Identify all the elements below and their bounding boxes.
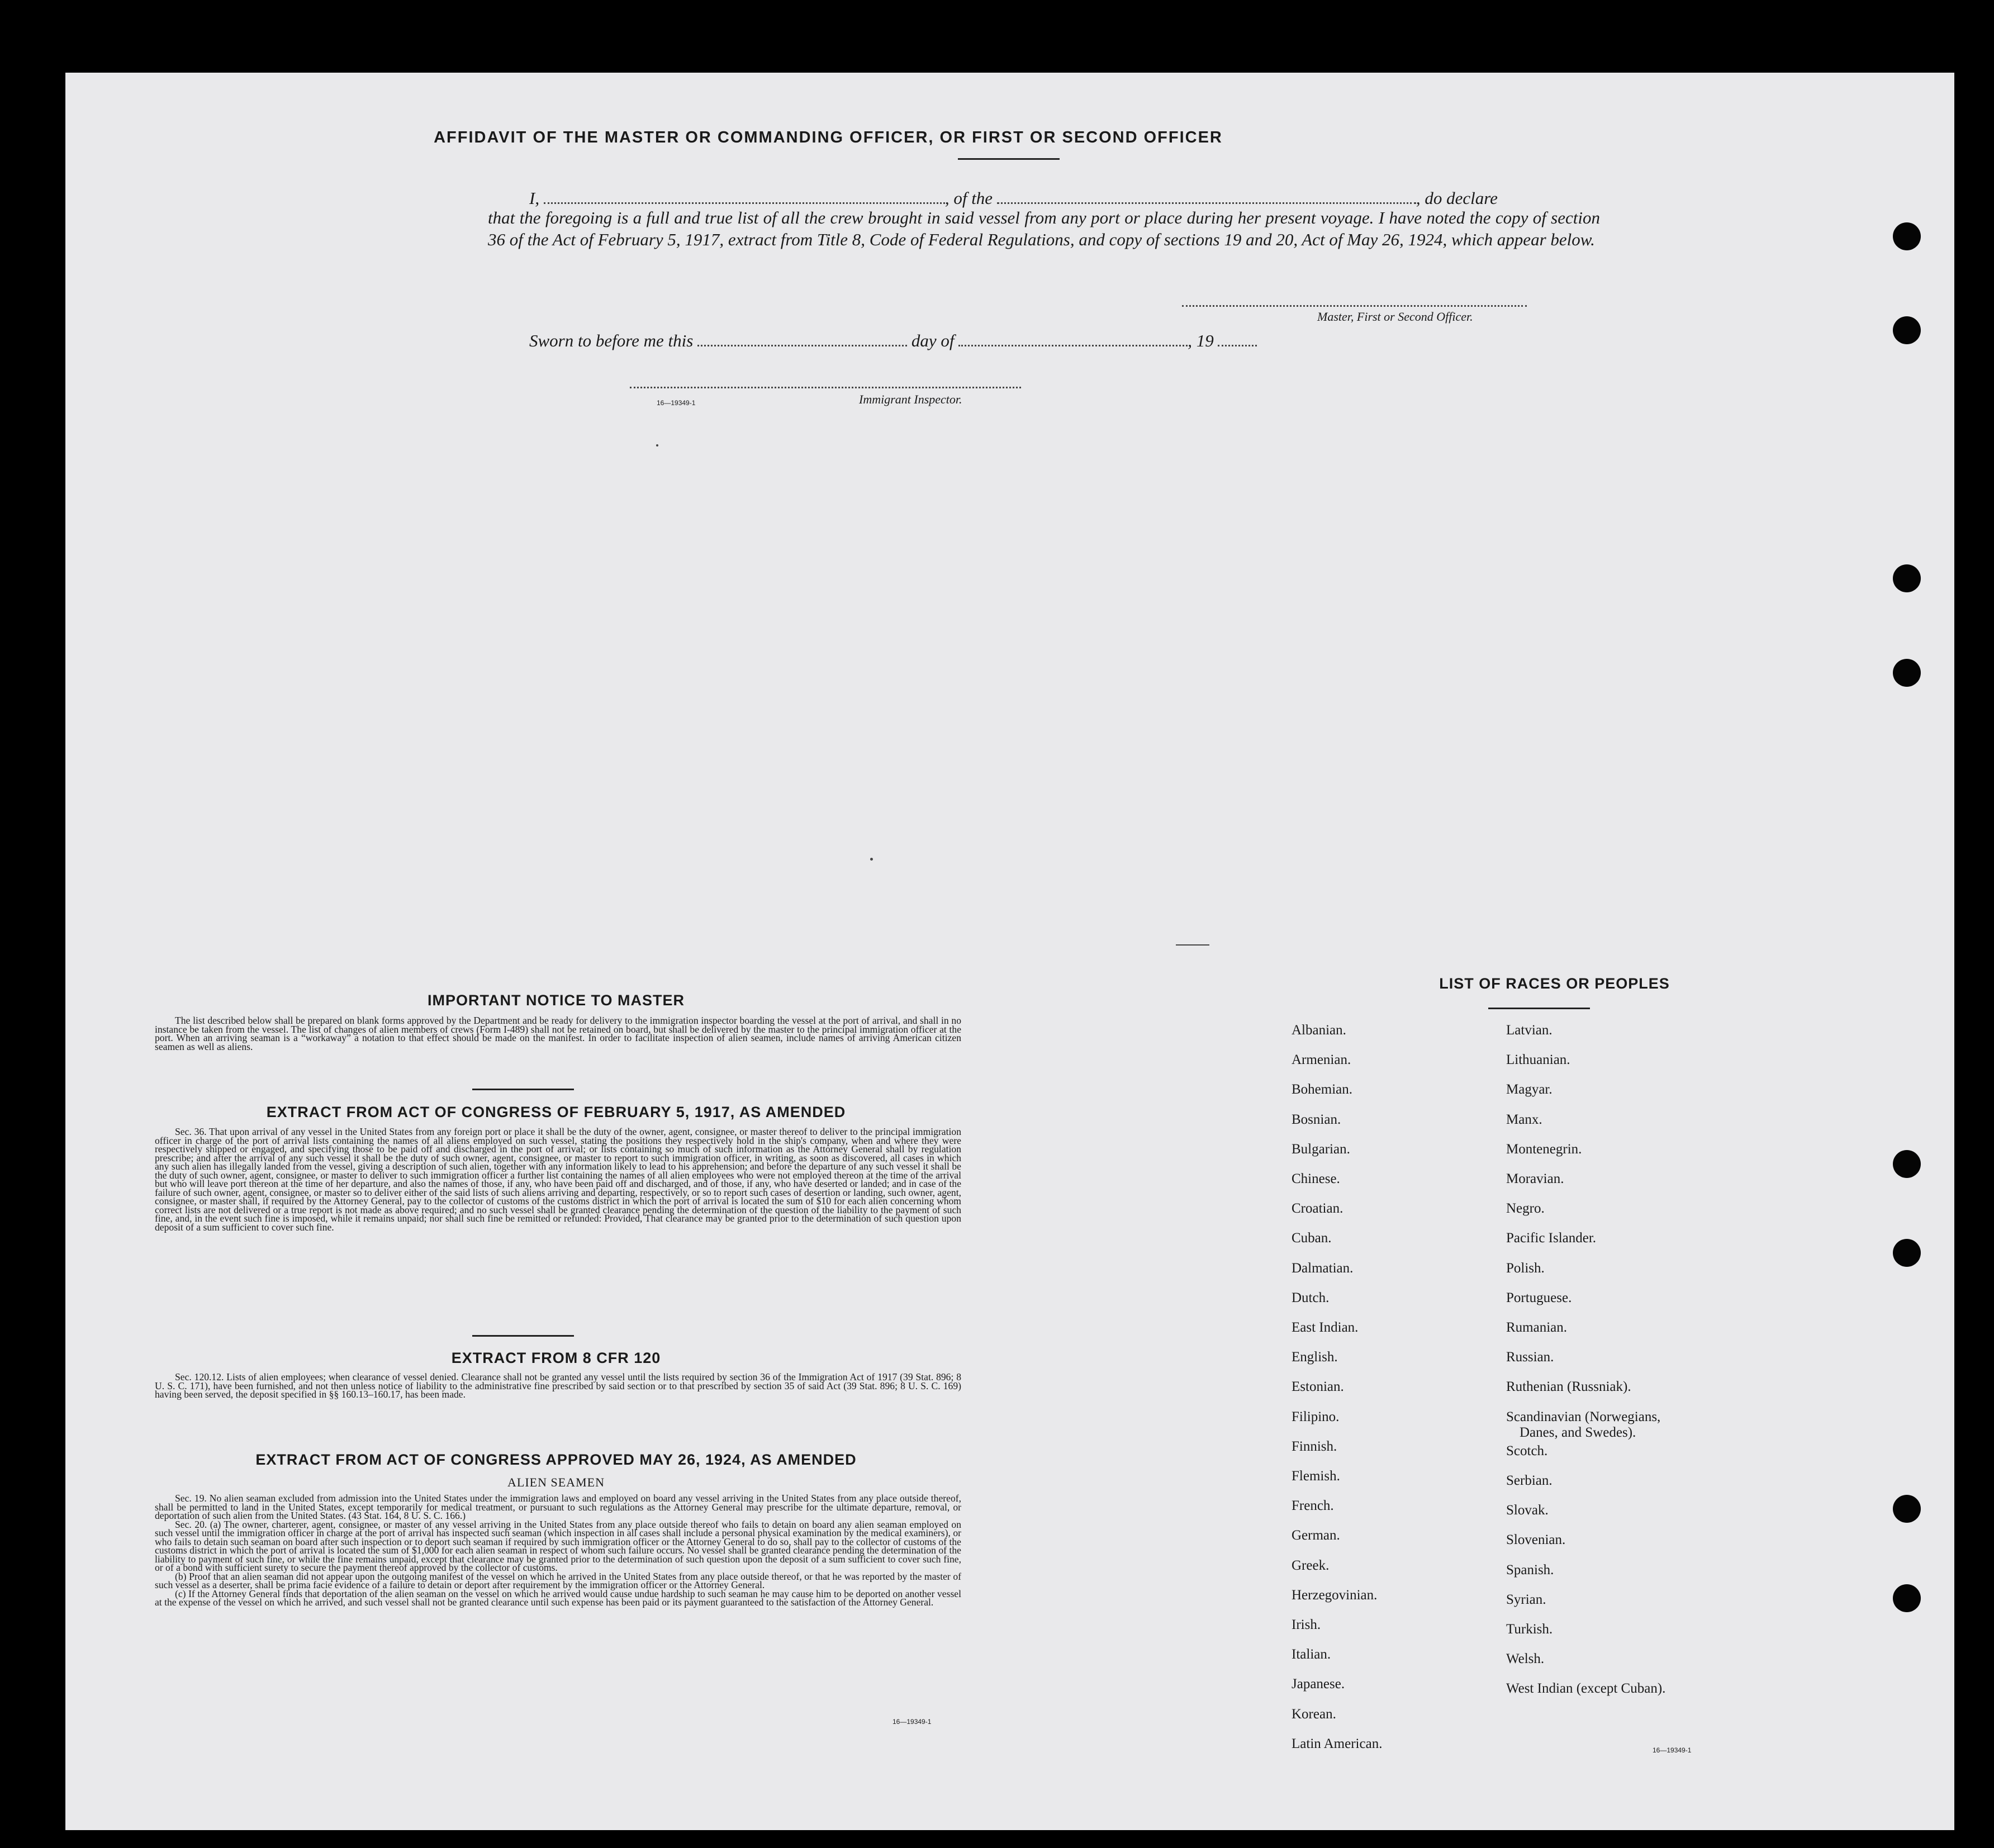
race-item: French.: [1292, 1498, 1334, 1513]
race-item: West Indian (except Cuban).: [1506, 1681, 1666, 1696]
alien-seamen-subtitle: ALIEN SEAMEN: [507, 1475, 605, 1489]
notice-divider: [472, 1089, 574, 1090]
extract-1924-text: [155, 1494, 961, 1607]
race-item: Negro.: [1506, 1201, 1545, 1216]
binder-hole: [1893, 1584, 1921, 1612]
sworn-year-field[interactable]: [1218, 331, 1257, 346]
race-item: German.: [1292, 1528, 1340, 1543]
extract-1917-divider: [472, 1335, 574, 1337]
binder-hole: [1893, 222, 1921, 250]
race-item: Korean.: [1292, 1707, 1336, 1722]
race-item: Danes, and Swedes).: [1520, 1425, 1636, 1440]
race-item: Slovak.: [1506, 1503, 1549, 1518]
master-signature-label: Master, First or Second Officer.: [1317, 310, 1473, 324]
day-of-label: day of: [911, 331, 955, 350]
extract-1917-title: EXTRACT FROM ACT OF CONGRESS OF FEBRUARY 5, 1917, AS AMENDED: [266, 1104, 846, 1120]
vessel-name-field[interactable]: [997, 189, 1416, 204]
race-item: Pacific Islander.: [1506, 1231, 1597, 1246]
declarant-name-field[interactable]: [544, 189, 945, 204]
race-item: Japanese.: [1292, 1676, 1345, 1692]
scan-mark: [1176, 944, 1209, 946]
races-title: LIST OF RACES OR PEOPLES: [1439, 975, 1670, 992]
races-form-code: 16—19349-1: [1653, 1746, 1692, 1754]
race-item: English.: [1292, 1350, 1338, 1365]
race-item: Polish.: [1506, 1261, 1545, 1276]
race-item: Italian.: [1292, 1647, 1331, 1662]
race-item: Syrian.: [1506, 1592, 1546, 1607]
sworn-label: Sworn to before me this: [529, 331, 694, 350]
binder-hole: [1893, 564, 1921, 592]
race-item: Slovenian.: [1506, 1532, 1566, 1547]
section-20c-text: (c) If the Attorney General finds that deportation of the alien seaman on the vessel on which he arrived would cause undue hardship to such seaman he may cause him to be deported on another vessel at the expense of the vessel on which he arrived, and such vessel shall not be granted clearance until such expense has been paid or its payment guaranteed to the satisfaction of the Attorney General.: [155, 1588, 961, 1608]
race-item: Herzegovinian.: [1292, 1588, 1378, 1603]
section-20a-text: Sec. 20. (a) The owner, charterer, agent, consignee, or master of any vessel arriving in the United States from any place outside thereof who fails to detain on board any alien seaman employed on such vessel until the immigration officer in charge at the port of arrival has inspected such seaman (which inspection in all cases shall include a personal physical examination by the medical examiners), or who fails to detain such seaman on board after such inspection or to deport such seaman if required by such immigration officer or the Attorney General to do so, shall pay to the collector of customs of the customs district in which the port of arrival is located the sum of $1,000 for each alien seaman in respect of whom such failure occurs. No vessel shall be granted clearance pending the determination of the liability to payment of such fine, or while the fine remains unpaid, except that clearance may be granted prior to the determination of such question upon the deposit of a sum sufficient to cover such fine, or of a bond with sufficient surety to secure the payment thereof approved by the collector of customs.: [155, 1518, 961, 1573]
binder-hole: [1893, 1239, 1921, 1267]
race-item: East Indian.: [1292, 1320, 1359, 1335]
race-item: Manx.: [1506, 1112, 1542, 1127]
extract-cfr-text: Sec. 120.12. Lists of alien employees; when clearance of vessel denied. Clearance shall not be granted any vessel until the lists required by section 36 of the Immigration Act of 1917 (39 Stat. 896; 8 U. S. C. 171), have been furnished, and not then unless notice of liability to the administrative fine prescribed by said section or to that prescribed by section 35 of said Act (39 Stat. 896; 8 U. S. C. 169) having been served, the deposit specified in §§ 160.13–160.17, has been made.: [155, 1371, 961, 1400]
inspector-signature-field[interactable]: [630, 387, 1021, 388]
race-item: Greek.: [1292, 1558, 1330, 1573]
race-item: Croatian.: [1292, 1201, 1343, 1216]
master-signature-field[interactable]: [1182, 305, 1527, 307]
extract-cfr-title: EXTRACT FROM 8 CFR 120: [451, 1350, 661, 1366]
race-item: Bulgarian.: [1292, 1142, 1350, 1157]
race-item: Montenegrin.: [1506, 1142, 1582, 1157]
race-item: Estonian.: [1292, 1379, 1344, 1394]
race-item: Lithuanian.: [1506, 1052, 1570, 1067]
race-item: Turkish.: [1506, 1622, 1553, 1637]
race-item: Magyar.: [1506, 1082, 1553, 1097]
affidavit-form-code: 16—19349-1: [657, 399, 696, 407]
declarant-label: I,: [529, 188, 540, 208]
title-divider: [958, 158, 1060, 160]
scan-speck: [656, 444, 658, 446]
binder-hole: [1893, 1495, 1921, 1523]
declare-label: , do declare: [1416, 188, 1498, 208]
race-item: Scandinavian (Norwegians,: [1506, 1409, 1661, 1424]
binder-hole: [1893, 1150, 1921, 1178]
race-item: Rumanian.: [1506, 1320, 1568, 1335]
section-20b-text: (b) Proof that an alien seaman did not appear upon the outgoing manifest of the vessel on which he arrived in the United States from any place outside thereof, or that he was reported by the master of such vessel as a deserter, shall be prima facie evidence of a failure to detain or deport after requirement by the immigration officer or the Attorney General.: [155, 1570, 961, 1590]
vessel-label: , of the: [944, 188, 993, 208]
sworn-month-field[interactable]: [958, 331, 1188, 346]
form-page: [65, 73, 1954, 1830]
race-item: Albanian.: [1292, 1023, 1346, 1038]
extract-form-code: 16—19349-1: [892, 1718, 932, 1726]
race-item: Spanish.: [1506, 1562, 1554, 1578]
race-item: Serbian.: [1506, 1473, 1553, 1488]
race-item: Welsh.: [1506, 1651, 1545, 1666]
race-item: Dalmatian.: [1292, 1261, 1354, 1276]
race-item: Finnish.: [1292, 1439, 1337, 1454]
extract-1924-title: EXTRACT FROM ACT OF CONGRESS APPROVED MAY 26, 1924, AS AMENDED: [255, 1451, 857, 1468]
race-item: Armenian.: [1292, 1052, 1351, 1067]
race-item: Moravian.: [1506, 1171, 1564, 1186]
race-item: Latvian.: [1506, 1023, 1553, 1038]
section-19-text: Sec. 19. No alien seaman excluded from admission into the United States under the immigration laws and employed on board any vessel arriving in the United States from any place outside thereof, shall be permitted to land in the United States, except temporarily for medical treatment, or pursuant to such regulations as the Attorney General may prescribe for the ultimate departure, removal, or deportation of such alien from the United States. (43 Stat. 164, 8 U. S. C. 166.): [155, 1493, 961, 1521]
notice-title: IMPORTANT NOTICE TO MASTER: [428, 992, 685, 1009]
race-item: Dutch.: [1292, 1290, 1330, 1305]
extract-1917-text: Sec. 36. That upon arrival of any vessel in the United States from any foreign port or place it shall be the duty of the owner, agent, consignee, or master thereof to deliver to the principal immigration officer in charge of the port of arrival lists containing the names of all aliens employed on such vessel, stating the positions they respectively hold in the ship's company, when and where they were respectively shipped or engaged, and specifying those to be paid off and discharged in the port of arrival; or lists containing so much of such information as the Attorney General shall by regulation prescribe; and after the arrival of any such vessel it shall be the duty of such owner, agent, consignee, or master to report to such immigration officer, in writing, as soon as discovered, all cases in which any such alien has illegally landed from the vessel, giving a description of such alien, together with any information likely to lead to his apprehension; and before the departure of any such vessel it shall be the duty of such owner, agent, consignee, or master to deliver to such immigration officer a further list containing the names of all alien employees who were not employed thereon at the time of the arrival but who will leave port thereon at the time of her departure, and also the names of those, if any, who have been paid off and discharged, and of those, if any, who have deserted or landed; and in case of the failure of such owner, agent, consignee, or master so to deliver either of the said lists of such aliens arriving and departing, respectively, or so to report such cases of desertion or landing, such owner, agent, consignee, or master shall, if required by the Attorney General, pay to the collector of customs of the customs district in which the port of arrival is located the sum of $10 for each alien concerning whom correct lists are not delivered or a true report is not made as above required; and no such vessel shall be granted clearance pending the determination of the question of the liability to the payment of such fine, and, in the event such fine is imposed, while it remains unpaid; nor shall such fine be remitted or refunded: Provided, That clearance may be granted prior to the determination of such question upon deposit of a sum sufficient to cover such fine.: [155, 1126, 961, 1233]
race-item: Irish.: [1292, 1617, 1321, 1632]
race-item: Bosnian.: [1292, 1112, 1341, 1127]
race-item: Chinese.: [1292, 1171, 1340, 1186]
race-item: Ruthenian (Russniak).: [1506, 1379, 1631, 1394]
year-label: , 19: [1188, 331, 1214, 350]
race-item: Cuban.: [1292, 1231, 1332, 1246]
inspector-label: Immigrant Inspector.: [859, 392, 962, 406]
race-item: Bohemian.: [1292, 1082, 1353, 1097]
binder-hole: [1893, 659, 1921, 687]
race-item: Latin American.: [1292, 1736, 1383, 1751]
sworn-line: [529, 331, 1257, 351]
race-item: Russian.: [1506, 1350, 1554, 1365]
race-item: Filipino.: [1292, 1409, 1340, 1424]
race-item: Flemish.: [1292, 1469, 1340, 1484]
scan-speck: [870, 858, 873, 861]
sworn-day-field[interactable]: [697, 331, 907, 346]
affidavit-title: AFFIDAVIT OF THE MASTER OR COMMANDING OFFICER, OR FIRST OR SECOND OFFICER: [434, 129, 1223, 146]
race-item: Scotch.: [1506, 1443, 1548, 1459]
declaration-line: [529, 188, 1498, 208]
notice-text: The list described below shall be prepared on blank forms approved by the Department and be ready for delivery to the immigration inspector boarding the vessel at the port of arrival, and shall in no instance be taken from the vessel. The list of changes of alien members of crews (Form I-489) shall not be retained on board, but shall be delivered by the master to the principal immigration officer at the port. When an arriving seaman is a “workaway” a notation to that effect should be made on the manifest. In order to facilitate inspection of alien seamen, include names of arriving American citizen seamen as well as aliens.: [155, 1015, 961, 1052]
declaration-text: that the foregoing is a full and true list of all the crew brought in said vessel from any port or place during her present voyage. I have noted the copy of section 36 of the Act of February 5, 1917, extract from Title 8, Code of Federal Regulations, and copy of sections 19 and 20, Act of May 26, 1924, which appear below.: [488, 208, 1600, 249]
races-divider: [1488, 1008, 1590, 1009]
race-item: Portuguese.: [1506, 1290, 1572, 1305]
binder-hole: [1893, 316, 1921, 344]
